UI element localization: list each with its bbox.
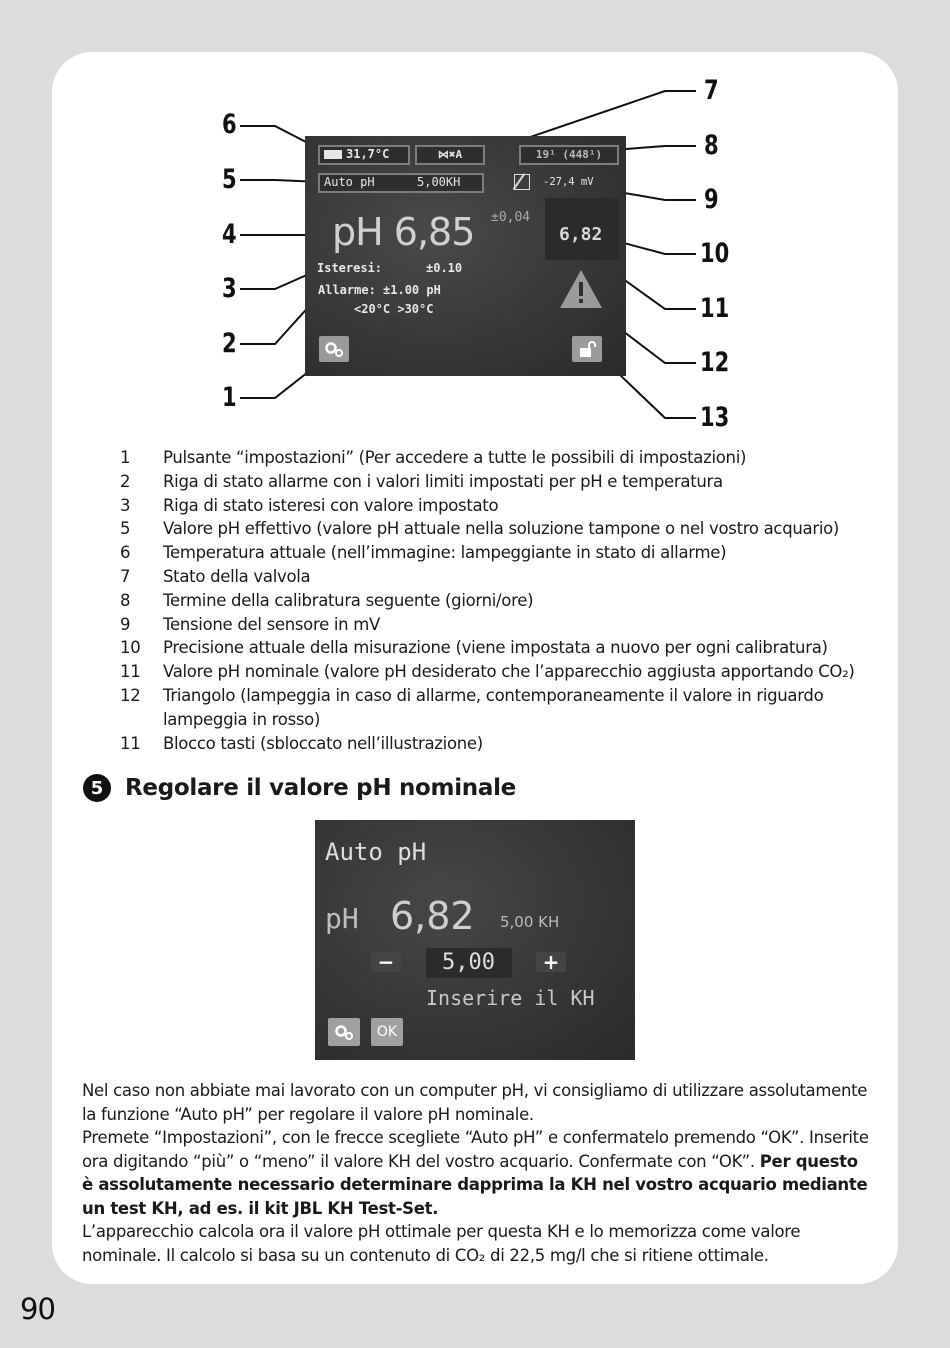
page-number: 90 — [20, 1292, 55, 1326]
body-text — [82, 1079, 872, 1267]
unlock-icon — [577, 340, 597, 358]
legend-item-number: 5 — [120, 519, 131, 539]
callout-number: 4 — [222, 219, 237, 250]
legend-item-number: 12 — [120, 685, 141, 705]
section-title: Regolare il valore pH nominale — [125, 775, 516, 801]
nominal-ph-value: 6,82 — [559, 224, 603, 245]
screen-title: Auto pH — [325, 838, 427, 866]
legend-item — [120, 732, 890, 756]
accuracy-value: ±0,04 — [491, 210, 531, 225]
nominal-ph-box — [545, 198, 619, 260]
callout-number: 2 — [222, 328, 237, 359]
legend-item — [120, 565, 890, 589]
section-heading — [83, 774, 516, 802]
legend-item — [120, 517, 890, 541]
legend-item — [120, 684, 890, 732]
thermometer-icon — [324, 150, 342, 159]
legend-item — [120, 589, 890, 613]
legend-item-number: 7 — [120, 566, 131, 586]
legend-item — [120, 636, 890, 660]
calibration-value: 19¹ (448¹) — [535, 148, 603, 161]
temperature-box — [318, 145, 410, 165]
legend-item-number: 6 — [120, 543, 131, 563]
paragraph: Nel caso non abbiate mai lavorato con un computer pH, vi consigliamo di utilizzare assolutamente la funzione “Auto pH” per regolare il valore pH nominale. — [82, 1081, 868, 1124]
legend-item-text: Pulsante “impostazioni” (Per accedere a tutte le possibili di impostazioni) — [163, 448, 747, 467]
legend-item-number: 9 — [120, 614, 131, 634]
legend-item-number: 10 — [120, 638, 141, 658]
temperature-value: 31,7°C — [346, 147, 390, 161]
hysteresis-value: ±0.10 — [426, 261, 463, 275]
callout-number: 13 — [700, 402, 730, 433]
legend-item-text: Stato della valvola — [163, 566, 311, 586]
legend-item-number: 11 — [120, 662, 141, 682]
callout-number: 1 — [222, 382, 237, 413]
calibration-box — [519, 145, 619, 165]
alarm-limits-temp: <20°C >30°C — [354, 302, 434, 316]
callout-number: 12 — [700, 347, 730, 378]
kh-input-value: 5,00 — [442, 950, 495, 975]
legend-item-text: Precisione attuale della misurazione (viene impostata a nuovo per ogni calibratura) — [163, 638, 828, 658]
kh-small-label: 5,00 KH — [500, 913, 560, 931]
warning-triangle-icon — [558, 268, 604, 310]
device-screen-auto-ph — [315, 820, 635, 1060]
callout-number: 6 — [222, 109, 237, 140]
paragraph-bold-text: Per questo è assolutamente necessario determinare dapprima la KH nel vostro acquario mediante un test KH, ad es. il kit JBL KH Test-Set. — [82, 1151, 868, 1218]
legend-item-number: 8 — [120, 590, 131, 610]
prompt-text: Inserire il KH — [426, 986, 595, 1010]
section-number-badge: 5 — [83, 774, 111, 802]
device-screen-main — [305, 136, 626, 376]
ph-label: pH — [325, 902, 359, 935]
legend-item — [120, 470, 890, 494]
gear-icon — [334, 1023, 354, 1041]
paragraph: L’apparecchio calcola ora il valore pH ottimale per questa KH e lo memorizza come valore nominale. Il calcolo si basa su un contenuto di CO₂ di 22,5 mg/l che si ritiene ottimale. — [82, 1222, 801, 1265]
legend-item-text: Valore pH nominale (valore pH desiderato che l’apparecchio aggiusta apportando CO₂) — [163, 662, 855, 682]
callout-number: 5 — [222, 164, 237, 195]
kh-input[interactable] — [426, 948, 512, 978]
callout-number: 10 — [700, 238, 730, 269]
kh-label: 5,00KH — [417, 175, 461, 189]
callout-number: 7 — [704, 75, 719, 106]
callout-number: 3 — [222, 273, 237, 304]
alarm-limits-ph: Allarme: ±1.00 pH — [318, 283, 441, 297]
mode-label: Auto pH — [324, 175, 375, 189]
ph-value: 6,82 — [390, 894, 475, 938]
legend-item — [120, 494, 890, 518]
valve-status-box — [415, 145, 485, 165]
legend-item — [120, 613, 890, 637]
legend-item-number: 11 — [120, 733, 141, 753]
legend-item-number: 3 — [120, 495, 131, 515]
callout-number: 9 — [704, 184, 719, 215]
legend-item-text: Tensione del sensore in mV — [163, 614, 381, 634]
legend-item-text: Blocco tasti (sbloccato nell’illustrazione) — [163, 733, 483, 753]
sensor-icon — [514, 174, 530, 190]
legend-item-text: Riga di stato allarme con i valori limiti impostati per pH e temperatura — [163, 471, 723, 491]
legend-list — [120, 446, 890, 755]
legend-item-text: Riga di stato isteresi con valore impostato — [163, 495, 499, 515]
plus-button[interactable]: + — [536, 952, 566, 972]
legend-item-number: 2 — [120, 471, 131, 491]
legend-item — [120, 660, 890, 684]
legend-item-number: 1 — [120, 448, 131, 467]
hysteresis-label: Isteresi: — [317, 261, 383, 275]
callout-number: 11 — [700, 293, 730, 324]
ph-value: 6,85 — [393, 210, 475, 254]
keylock-button[interactable] — [572, 336, 602, 362]
callout-number: 8 — [704, 130, 719, 161]
legend-item — [120, 541, 890, 565]
legend-item-text: Triangolo (lampeggia in caso di allarme, contemporaneamente il valore in riguardo lampeggia in rosso) — [163, 685, 824, 729]
minus-button[interactable]: − — [371, 952, 401, 972]
valve-status-icon: ⋈✖A — [437, 148, 463, 161]
legend-item — [120, 446, 890, 470]
ph-display — [332, 210, 474, 254]
legend-item-text: Valore pH effettivo (valore pH attuale nella soluzione tampone o nel vostro acquario) — [163, 519, 840, 539]
legend-item-text: Termine della calibratura seguente (giorni/ore) — [163, 590, 534, 610]
settings-button[interactable] — [328, 1018, 360, 1046]
paragraph-text: Premete “Impostazioni”, con le frecce scegliete “Auto pH” e confermatelo premendo “OK”. Inserite ora digitando “più” o “meno” il valore KH del vostro acquario. Confermate con “OK”. — [82, 1128, 869, 1171]
gear-icon — [324, 340, 344, 358]
mode-box — [318, 173, 484, 193]
legend-item-text: Temperatura attuale (nell’immagine: lampeggiante in stato di allarme) — [163, 543, 727, 563]
settings-button[interactable] — [319, 336, 349, 362]
ph-label: pH — [332, 210, 383, 254]
ok-button[interactable]: OK — [371, 1018, 403, 1046]
paragraph — [82, 1126, 872, 1220]
sensor-voltage: -27,4 mV — [543, 176, 594, 188]
